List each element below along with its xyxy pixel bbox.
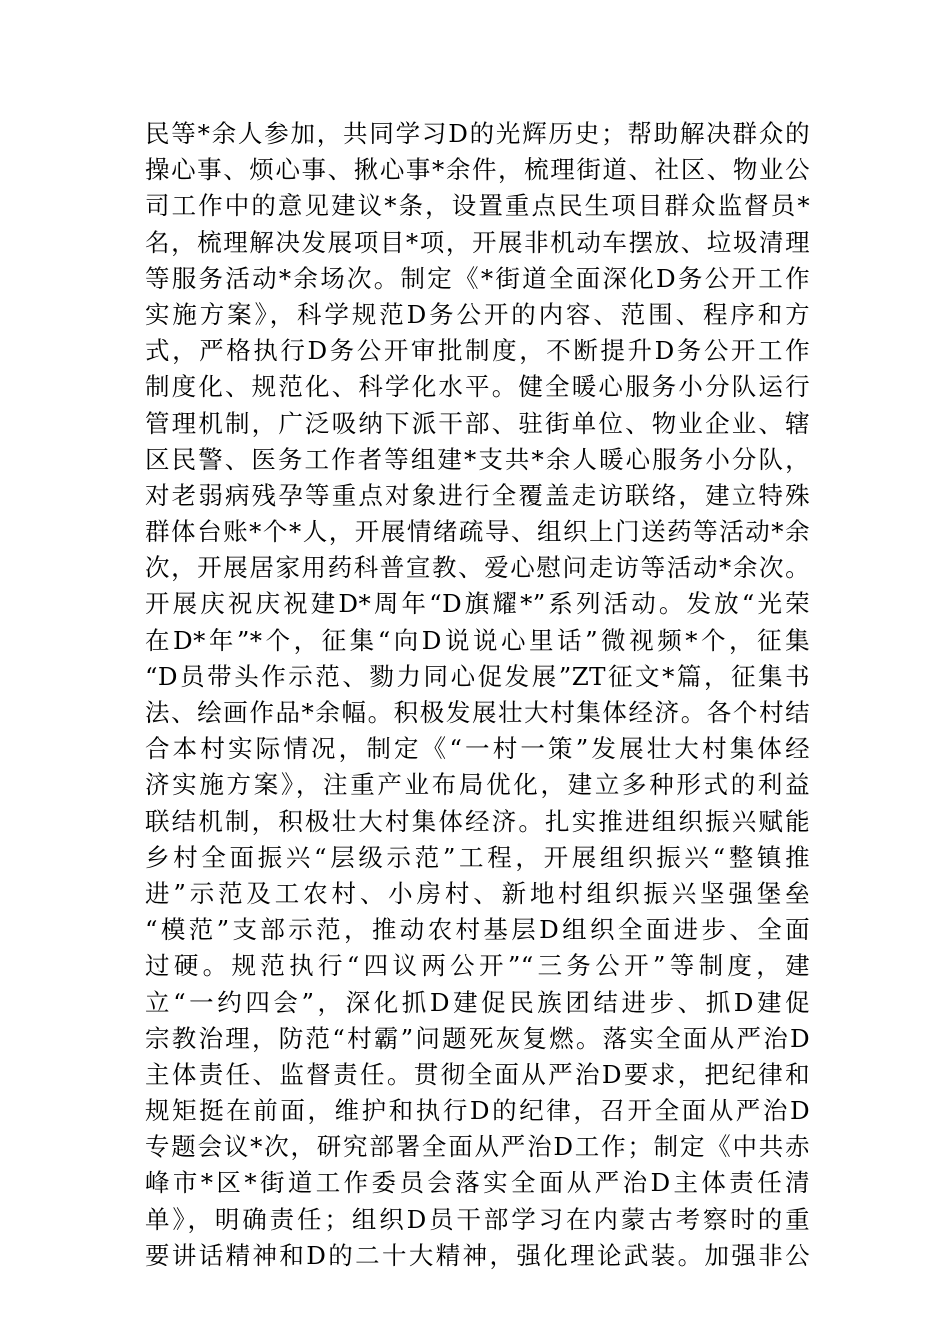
text-line: 对老弱病残孕等重点对象进行全覆盖走访联络，建立特殊	[145, 480, 810, 510]
text-line: 联结机制，积极壮大村集体经济。扎实推进组织振兴赋能	[145, 806, 810, 836]
text-line: 宗教治理，防范“村霸”问题死灰复燃。落实全面从严治D	[145, 1023, 810, 1053]
text-line: “D员带头作示范、勠力同心促发展”ZT征文*篇，征集书	[145, 661, 810, 691]
text-line: 专题会议*次，研究部署全面从严治D工作；制定《中共赤	[145, 1132, 810, 1162]
text-line: 过硬。规范执行“四议两公开”“三务公开”等制度，建	[145, 951, 810, 981]
text-line: 进”示范及工农村、小房村、新地村组织振兴坚强堡垒	[145, 878, 810, 908]
text-line: 规矩挺在前面，维护和执行D的纪律，召开全面从严治D	[145, 1096, 810, 1126]
text-line: 群体台账*个*人，开展情绪疏导、组织上门送药等活动*余	[145, 517, 810, 547]
text-line: 单》，明确责任；组织D员干部学习在内蒙古考察时的重	[145, 1204, 810, 1234]
text-line: 合本村实际情况，制定《“一村一策”发展壮大村集体经	[145, 734, 810, 764]
body-text	[145, 116, 810, 1274]
text-line: 立“一约四会”，深化抓D建促民族团结进步、抓D建促	[145, 987, 810, 1017]
text-line: 主体责任、监督责任。贯彻全面从严治D要求，把纪律和	[145, 1059, 810, 1089]
text-line: 民等*余人参加，共同学习D的光辉历史；帮助解决群众的	[145, 119, 810, 148]
text-line: “模范”支部示范，推动农村基层D组织全面进步、全面	[145, 915, 810, 945]
text-line: 法、绘画作品*余幅。积极发展壮大村集体经济。各个村结	[145, 698, 810, 727]
text-line: 等服务活动*余场次。制定《*街道全面深化D务公开工作	[145, 263, 810, 293]
text-line: 实施方案》，科学规范D务公开的内容、范围、程序和方	[145, 299, 810, 329]
text-line: 要讲话精神和D的二十大精神，强化理论武装。加强非公	[145, 1240, 810, 1270]
text-line: 次，开展居家用药科普宣教、爱心慰问走访等活动*余次。	[145, 553, 810, 583]
text-line: 司工作中的意见建议*条，设置重点民生项目群众监督员*	[145, 191, 810, 221]
text-line: 区民警、医务工作者等组建*支共*余人暖心服务小分队，	[145, 444, 810, 474]
text-line: 在D*年”*个，征集“向D说说心里话”微视频*个，征集	[145, 625, 810, 655]
text-line: 乡村全面振兴“层级示范”工程，开展组织振兴“整镇推	[145, 842, 810, 872]
text-line: 峰市*区*街道工作委员会落实全面从严治D主体责任清	[145, 1168, 810, 1198]
text-line: 制度化、规范化、科学化水平。健全暖心服务小分队运行	[145, 372, 810, 402]
text-line: 管理机制，广泛吸纳下派干部、驻街单位、物业企业、辖	[145, 408, 810, 438]
text-line: 济实施方案》，注重产业布局优化，建立多种形式的利益	[145, 770, 810, 800]
text-line: 开展庆祝庆祝建D*周年“D旗耀*”系列活动。发放“光荣	[145, 589, 810, 619]
text-line: 操心事、烦心事、揪心事*余件，梳理街道、社区、物业公	[145, 155, 810, 185]
text-line: 式，严格执行D务公开审批制度，不断提升D务公开工作	[145, 336, 810, 366]
text-line: 名，梳理解决发展项目*项，开展非机动车摆放、垃圾清理	[145, 227, 810, 257]
